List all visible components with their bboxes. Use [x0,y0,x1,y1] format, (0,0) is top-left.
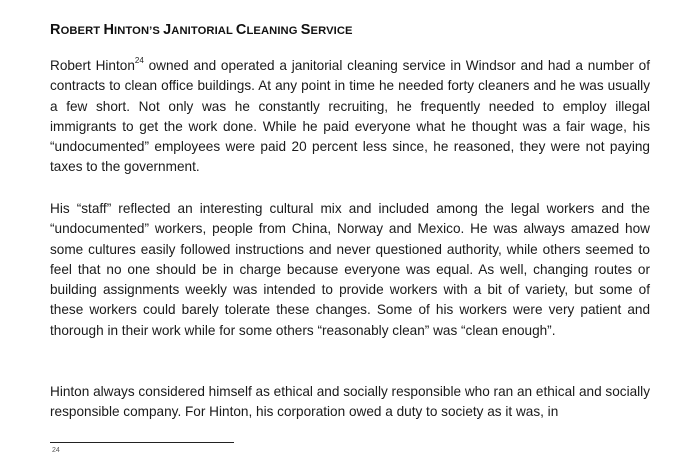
footnote-mark: 24 [52,447,60,454]
document-title [50,22,353,38]
title-rest: ANITORIAL [171,25,236,37]
title-rest: INTON’S [114,25,164,37]
title-initial: J [163,22,172,38]
title-rest: OBERT [60,25,104,37]
title-initial: R [50,22,61,38]
paragraph-1-lead: Robert Hinton [50,58,135,73]
paragraph-1 [50,56,650,178]
footnote-reference: 24 [134,56,144,66]
title-rest: ERVICE [310,25,353,37]
title-initial: S [300,22,311,38]
title-rest: LEANING [246,25,301,37]
title-initial: C [235,22,247,38]
paragraph-1-body: owned and operated a janitorial cleaning service in Windsor and had a number of contracts to clean office buildings. At any point in time he needed forty cleaners and he was usually a few short. Not only was he constantly recruiting, he frequently needed to employ illegal immigrants to get the work done. While he paid everyone what he thought was a fair wage, his “undocumented” employees were paid 20 percent less since, he reasoned, they were not paying taxes to the government. [50,58,650,175]
title-initial: H [103,22,115,38]
paragraph-3: Hinton always considered himself as ethical and socially responsible who ran an ethical and socially responsible company. For Hinton, his corporation owed a duty to society as it was, in [50,384,650,420]
paragraph-2: His “staff” reflected an interesting cultural mix and included among the legal workers and the “undocumented” workers, people from China, Norway and Mexico. He was always amazed how some cultures easily followed instructions and never questioned authority, while others seemed to feel that no one should be in charge because everyone was equal. As well, changing routes or building assignments weekly was intended to provide workers with a bit of variety, but some of these workers could barely tolerate these changes. Some of his workers were very patient and thorough in their work while for some others “reasonably clean” was “clean enough”. [50,201,650,338]
footnote-separator [50,442,234,443]
